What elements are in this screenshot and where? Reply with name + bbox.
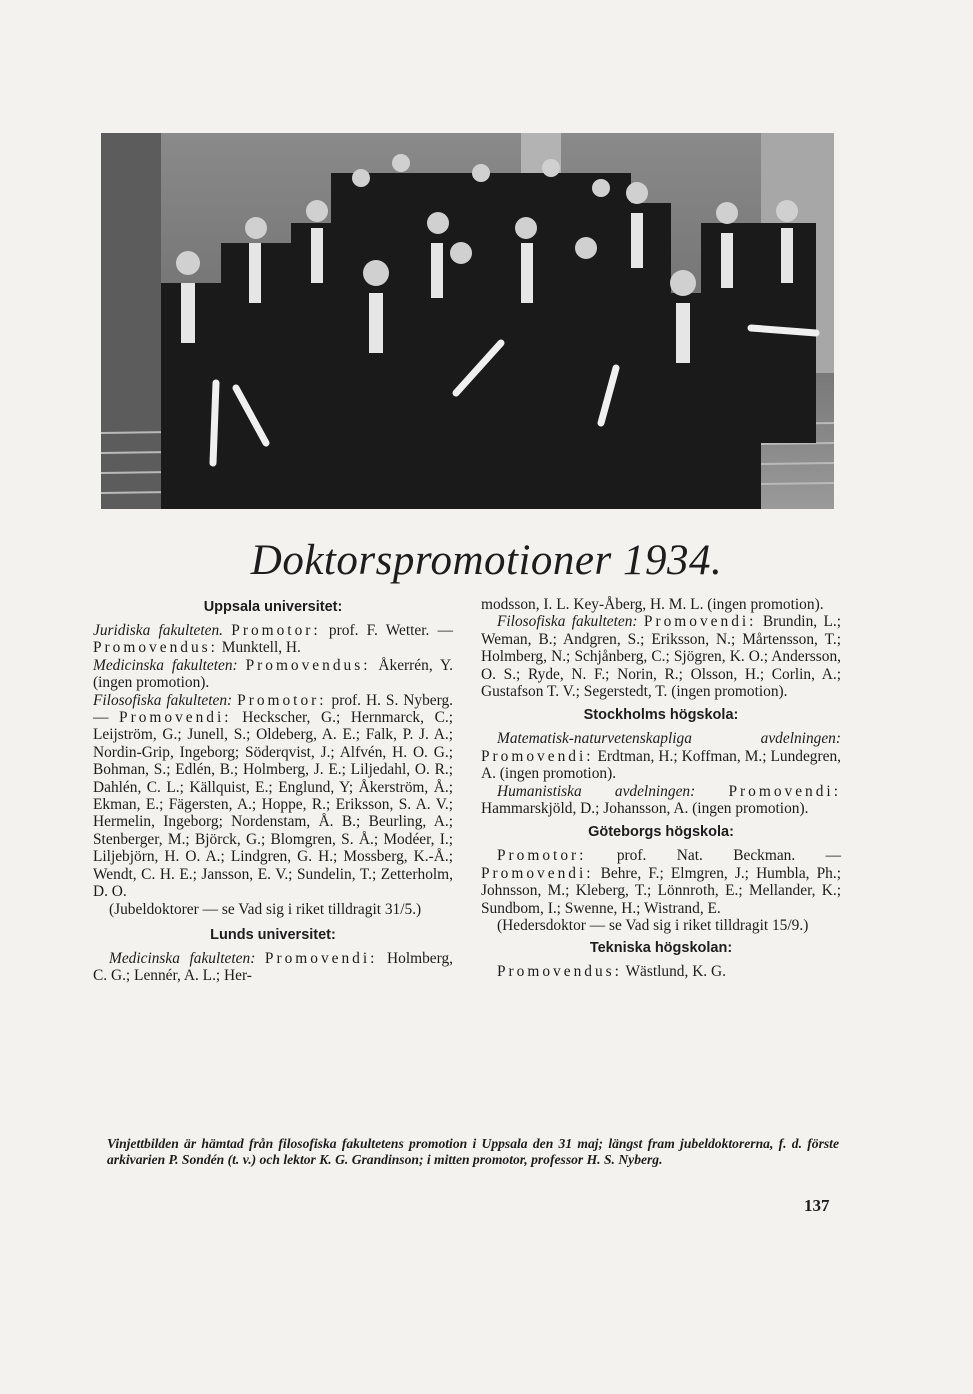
stockholm-hum-promovendi-label: Promovendi: xyxy=(728,782,841,800)
right-column xyxy=(481,596,841,980)
uppsala-jur-promotor-label: Promotor: xyxy=(231,622,321,639)
group-photo-image xyxy=(101,133,834,509)
heading-uppsala: Uppsala universitet: xyxy=(203,599,343,615)
lund-fil-promovendi-label: Promovendi: xyxy=(643,613,757,631)
lund-med-faculty: Medicinska fakulteten: xyxy=(109,949,256,967)
stockholm-hum-entry xyxy=(481,783,841,818)
uppsala-jur-faculty: Juridiska fakulteten. xyxy=(93,622,224,639)
tekniska-entry xyxy=(481,963,841,980)
stockholm-hum-promovendi: Hammarskjöld, D.; Johansson, A. (ingen promotion). xyxy=(481,800,809,818)
article-title: Doktorspromotioner 1934. xyxy=(250,537,723,584)
heading-stockholm: Stockholms högskola: xyxy=(583,707,739,724)
lund-med-promovendi-label: Promovendi: xyxy=(264,949,378,967)
heading-lund: Lunds universitet: xyxy=(210,926,336,943)
uppsala-med-promovendus: Åkerrén, Y. (ingen promotion). xyxy=(93,656,453,692)
photo-caption: Vinjettbilden är hämtad från filosofiska fakultetens promotion i Uppsala den 31 maj; längst fram jubeldoktorerna, f. d. förste arkivarien P. Sondén (t. v.) och lektor K. G. Grandinson; i mitten promotor, professor H. S. Nyberg. xyxy=(107,1136,839,1167)
goteborg-promotor-label: Promotor: xyxy=(497,847,587,865)
uppsala-fil-entry xyxy=(93,692,453,901)
uppsala-fil-promotor: prof. H. S. Nyberg. — xyxy=(93,691,453,727)
goteborg-promovendi: Behre, F.; Elmgren, J.; Humbla, Ph.; Johnsson, M.; Kleberg, T.; Lönnroth, E.; Mellander, K.; Sundbom, I.; Swenne, H.; Wistrand, E. xyxy=(481,864,841,917)
uppsala-jur-promovendus: Munktell, H. xyxy=(221,639,301,657)
uppsala-jur-promovendus-label: Promovendus: xyxy=(93,639,218,657)
uppsala-med-promovendus-label: Promovendus: xyxy=(245,656,371,674)
left-column xyxy=(93,596,453,985)
lund-continuation: modsson, I. L. Key-Åberg, H. M. L. (ingen promotion). xyxy=(481,596,824,613)
group-photo xyxy=(101,133,834,509)
lund-med-entry xyxy=(93,950,453,985)
stockholm-mat-entry xyxy=(481,730,841,782)
stockholm-mat-division: Matematisk-naturvetenskapliga avdelningen: xyxy=(497,730,841,748)
uppsala-jur-promotor: prof. F. Wetter. — xyxy=(328,622,453,639)
goteborg-note: (Hedersdoktor — se Vad sig i riket tilldragit 15/9.) xyxy=(497,917,809,935)
tekniska-promovendus: Wästlund, K. G. xyxy=(625,962,726,980)
uppsala-jur-entry xyxy=(93,622,453,657)
uppsala-fil-promovendi-label: Promovendi: xyxy=(119,709,232,727)
lund-fil-promovendi: Brundin, L.; Weman, B.; Andgren, S.; Eriksson, N.; Mårtensson, T.; Holmberg, N.; Schjånberg, C.; Sjögren, K. O.; Andersson, O. S.; Ryde, N. F.; Norin, R.; Olsson, H.; Corlin, A.; Gustafson T. V.; Segerstedt, T. (ingen promotion). xyxy=(481,613,841,701)
stockholm-mat-promovendi: Erdtman, H.; Koffman, M.; Lundegren, A. (ingen promotion). xyxy=(481,747,842,783)
tekniska-promovendus-label: Promovendus: xyxy=(497,962,622,980)
heading-goteborg: Göteborgs högskola: xyxy=(588,824,734,841)
goteborg-promotor: prof. Nat. Beckman. — xyxy=(616,847,841,865)
lund-med-promovendi: Holmberg, C. G.; Lennér, A. L.; Her- xyxy=(93,949,453,985)
goteborg-promovendi-label: Promovendi: xyxy=(481,864,594,882)
uppsala-fil-promovendi: Heckscher, G.; Hernmarck, C.; Leijström, G.; Junell, S.; Oldeberg, A. E.; Falk, P. J. A.; Nordin-Grip, Ingeborg; Söderqvist, J.; Alfvén, H. O. G.; Bohman, S.; Edlén, B.; Holmberg, J. E.; Liljedahl, O. R.; Dahlén, C. L.; Källquist, E.; Englund, Y; Åkerström, Å.; Ekman, E.; Fägersten, A.; Hoppe, R.; Eriksson, S. A. V.; Hermelin, Ingeborg; Nordenstam, Å. B.; Beurling, A.; Stenberger, M.; Björck, G.; Blomgren, S. Å.; Modéer, I.; Liljebjörn, H. O. A.; Lindgren, G. H.; Mossberg, K.-Å.; Wendt, C. H. E.; Jansson, E. V.; Sundelin, T.; Zetterholm, D. O. xyxy=(93,709,453,901)
goteborg-entry xyxy=(481,847,841,917)
stockholm-mat-promovendi-label: Promovendi: xyxy=(481,747,594,765)
page-number: 137 xyxy=(804,1196,830,1215)
heading-tekniska: Tekniska högskolan: xyxy=(589,939,733,956)
uppsala-note: (Jubeldoktorer — se Vad sig i riket tilldragit 31/5.) xyxy=(109,900,422,918)
uppsala-med-entry xyxy=(93,657,453,692)
lund-fil-faculty: Filosofiska fakulteten: xyxy=(497,613,638,631)
uppsala-fil-promotor-label: Promotor: xyxy=(237,691,327,709)
uppsala-fil-faculty: Filosofiska fakulteten: xyxy=(93,691,233,709)
stockholm-hum-division: Humanistiska avdelningen: xyxy=(497,782,696,800)
uppsala-med-faculty: Medicinska fakulteten: xyxy=(93,656,238,674)
lund-fil-entry xyxy=(481,613,841,700)
